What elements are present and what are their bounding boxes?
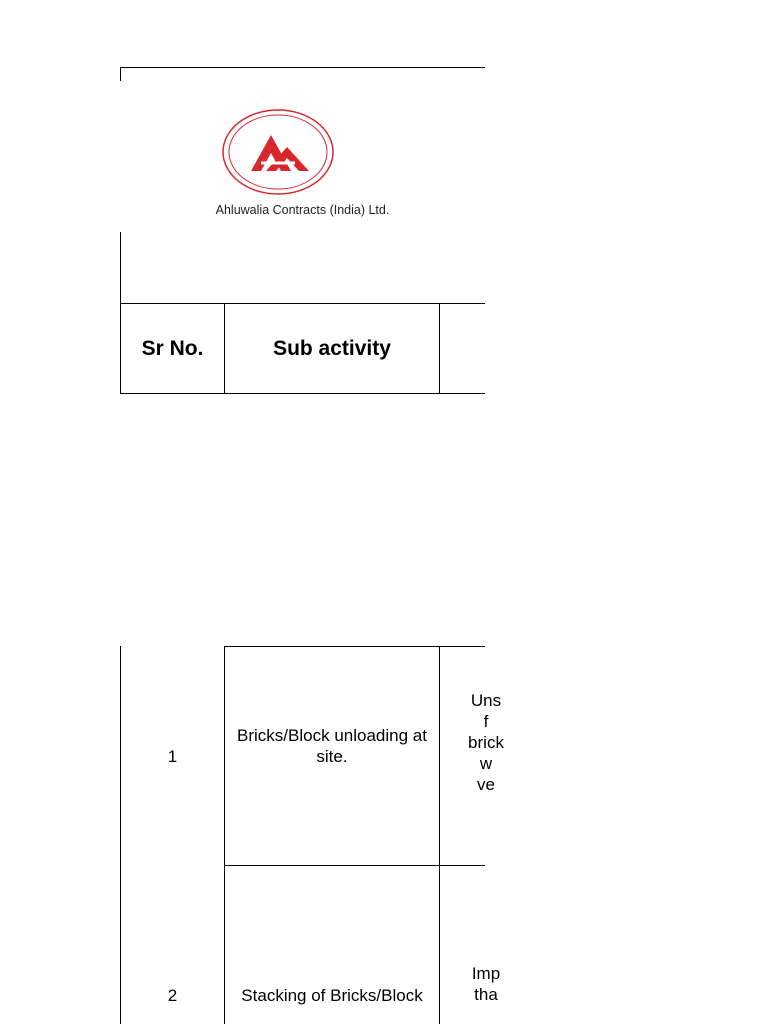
company-name: Ahluwalia Contracts (India) Ltd. [215,203,390,217]
table-divider-2 [439,646,440,1024]
header-left-border-upper [120,67,121,81]
column-header-sub-activity: Sub activity [273,336,391,360]
column-header-sr-no: Sr No. [141,336,204,360]
row1-partial-column [441,690,504,800]
row2-activity: Stacking of Bricks/Block [241,985,423,1005]
row1-bottom-border [224,865,485,866]
row1-sr: 1 [167,746,178,766]
header-divider-2 [439,303,440,394]
row2-partial-column [441,963,501,1007]
row1-activity: Bricks/Block unloading at site. [237,726,427,766]
row1-partial-line: ve [477,775,495,794]
header-row-bottom [120,393,485,394]
row1-partial-line: brick [468,733,504,752]
row2-sr: 2 [167,985,178,1005]
row1-partial-line: Uns [470,691,502,710]
company-logo [221,109,335,195]
row1-partial-line: f [483,712,489,731]
row2-partial-line: tha [474,985,498,1004]
row1-partial-line: w [479,754,493,773]
row2-partial-line: Imp [471,964,501,983]
table-divider-1 [224,646,225,1024]
header-top-border [120,67,485,68]
